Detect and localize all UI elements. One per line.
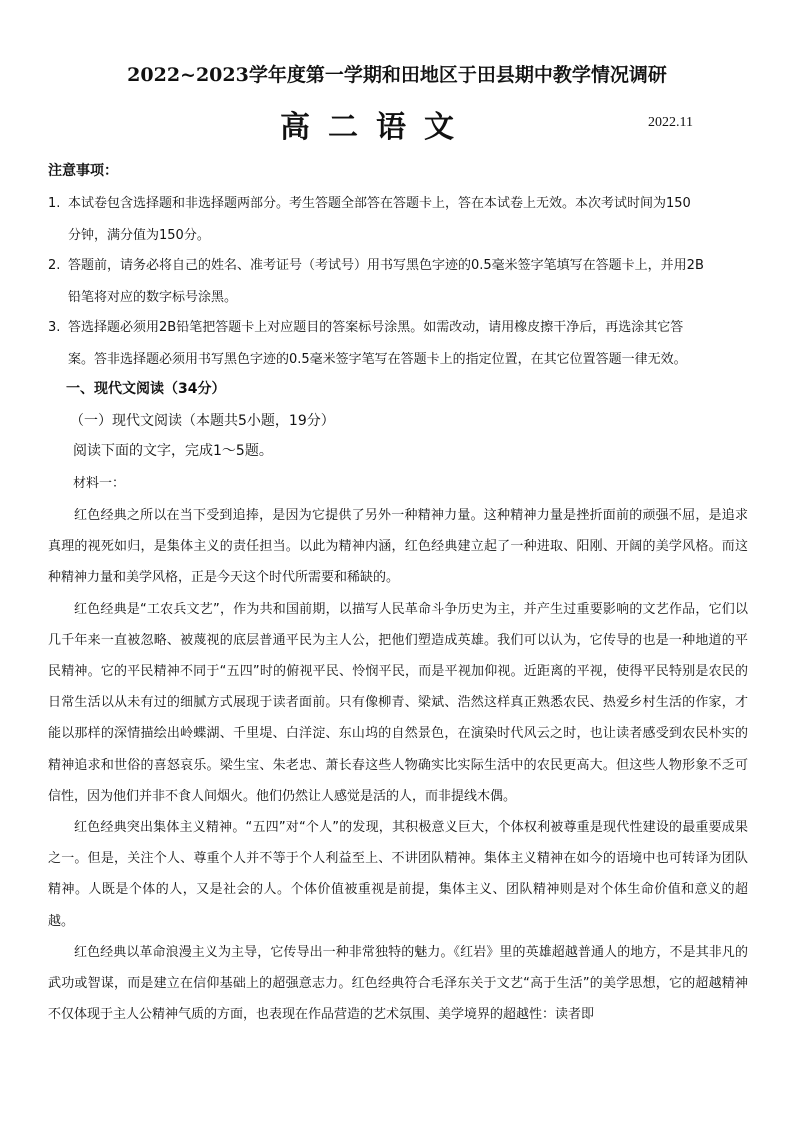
paragraph: 红色经典之所以在当下受到追捧，是因为它提供了另外一种精神力量。这种精神力量是挫折面前的顽强不屈，是追求真理的视死如归，是集体主义的责任担当。以此为精神内涵，红色经典建立起了一种进取、阳刚、开阔的美学风格。而这种精神力量和美学风格，正是今天这个时代所需要和稀缺的。: [48, 508, 748, 586]
paragraph: 红色经典突出集体主义精神。“五四”对“个人”的发现，其积极意义巨大，个体权利被尊重是现代性建设的最重要成果之一。但是，关注个人、尊重个人并不等于个人利益至上、不讲团队精神。集体主义精神在如今的语境中也可转译为团队精神。人既是个体的人，又是社会的人。个体价值被重视是前提，集体主义、团队精神则是对个体生命价值和意义的超越。: [48, 820, 748, 929]
notice-item-text: 本试卷包含选择题和非选择题两部分。考生答题全部答在答题卡上，答在本试卷上无效。本次考试时间为150: [68, 196, 691, 211]
section-heading: 一、现代文阅读（34分）: [66, 381, 226, 397]
notice-item-number: 2.: [48, 258, 61, 273]
notice-item-3: [48, 312, 748, 376]
notice-heading: 注意事项：: [48, 163, 118, 179]
notice-item-text: 答题前，请务必将自己的姓名、准考证号（考试号）用书写黑色字迹的0.5毫米签字笔填写在答题卡上，并用2B: [68, 258, 704, 273]
notice-item-2: [48, 250, 748, 314]
material-body: [48, 500, 748, 1030]
paragraph: 红色经典以革命浪漫主义为主导，它传导出一种非常独特的魅力。《红岩》里的英雄超越普通人的地方，不是其非凡的武功或智谋，而是建立在信仰基础上的超强意志力。红色经典符合毛泽东关于文艺“高于生活”的美学思想，它的超越精神不仅体现于主人公精神气质的方面，也表现在作品营造的艺术氛围、美学境界的超越性：读者即: [48, 944, 748, 1023]
notice-item-number: 3.: [48, 320, 61, 335]
subsection-heading: （一）现代文阅读（本题共5小题，19分）: [70, 413, 335, 429]
notice-item-number: 1.: [48, 196, 61, 211]
material-label: 材料一：: [73, 476, 126, 491]
notice-item-text: 答选择题必须用2B铅笔把答题卡上对应题目的答案标号涂黑。如需改动，请用橡皮擦干净后，再选涂其它答: [68, 320, 684, 335]
exam-date: 2022.11: [648, 115, 693, 130]
subject-title: 高二语文: [280, 110, 472, 145]
exam-title: 2022~2023学年度第一学期和田地区于田县期中教学情况调研: [127, 64, 667, 86]
notice-item-text: 铅笔将对应的数字标号涂黑。: [68, 290, 238, 305]
notice-item-text: 案。答非选择题必须用书写黑色字迹的0.5毫米签字笔写在答题卡上的指定位置，在其它位置答题一律无效。: [68, 352, 687, 367]
notice-item-text: 分钟，满分值为150分。: [68, 228, 210, 243]
reading-instruction: 阅读下面的文字，完成1～5题。: [73, 443, 273, 459]
paragraph: 红色经典是“工农兵文艺”，作为共和国前期，以描写人民革命斗争历史为主，并产生过重要影响的文艺作品，它们以几千年来一直被忽略、被蔑视的底层普通平民为主人公，把他们塑造成英雄。我们可以认为，它传导的也是一种地道的平民精神。它的平民精神不同于“五四”时的俯视平民、怜悯平民，而是平视加仰视。近距离的平视，使得平民特别是农民的日常生活以从未有过的细腻方式展现于读者面前。只有像柳青、梁斌、浩然这样真正熟悉农民、热爱乡村生活的作家，才能以那样的深情描绘出岭蝶湖、千里堤、白洋淀、东山坞的自然景色，在演染时代风云之时，也让读者感受到农民朴实的精神追求和世俗的喜怒哀乐。梁生宝、朱老忠、萧长春这些人物确实比实际生活中的农民更高大。但这些人物形象不乏可信性，因为他们并非不食人间烟火。他们仍然让人感觉是活的人，而非提线木偶。: [48, 601, 748, 804]
notice-item-1: [48, 188, 748, 252]
